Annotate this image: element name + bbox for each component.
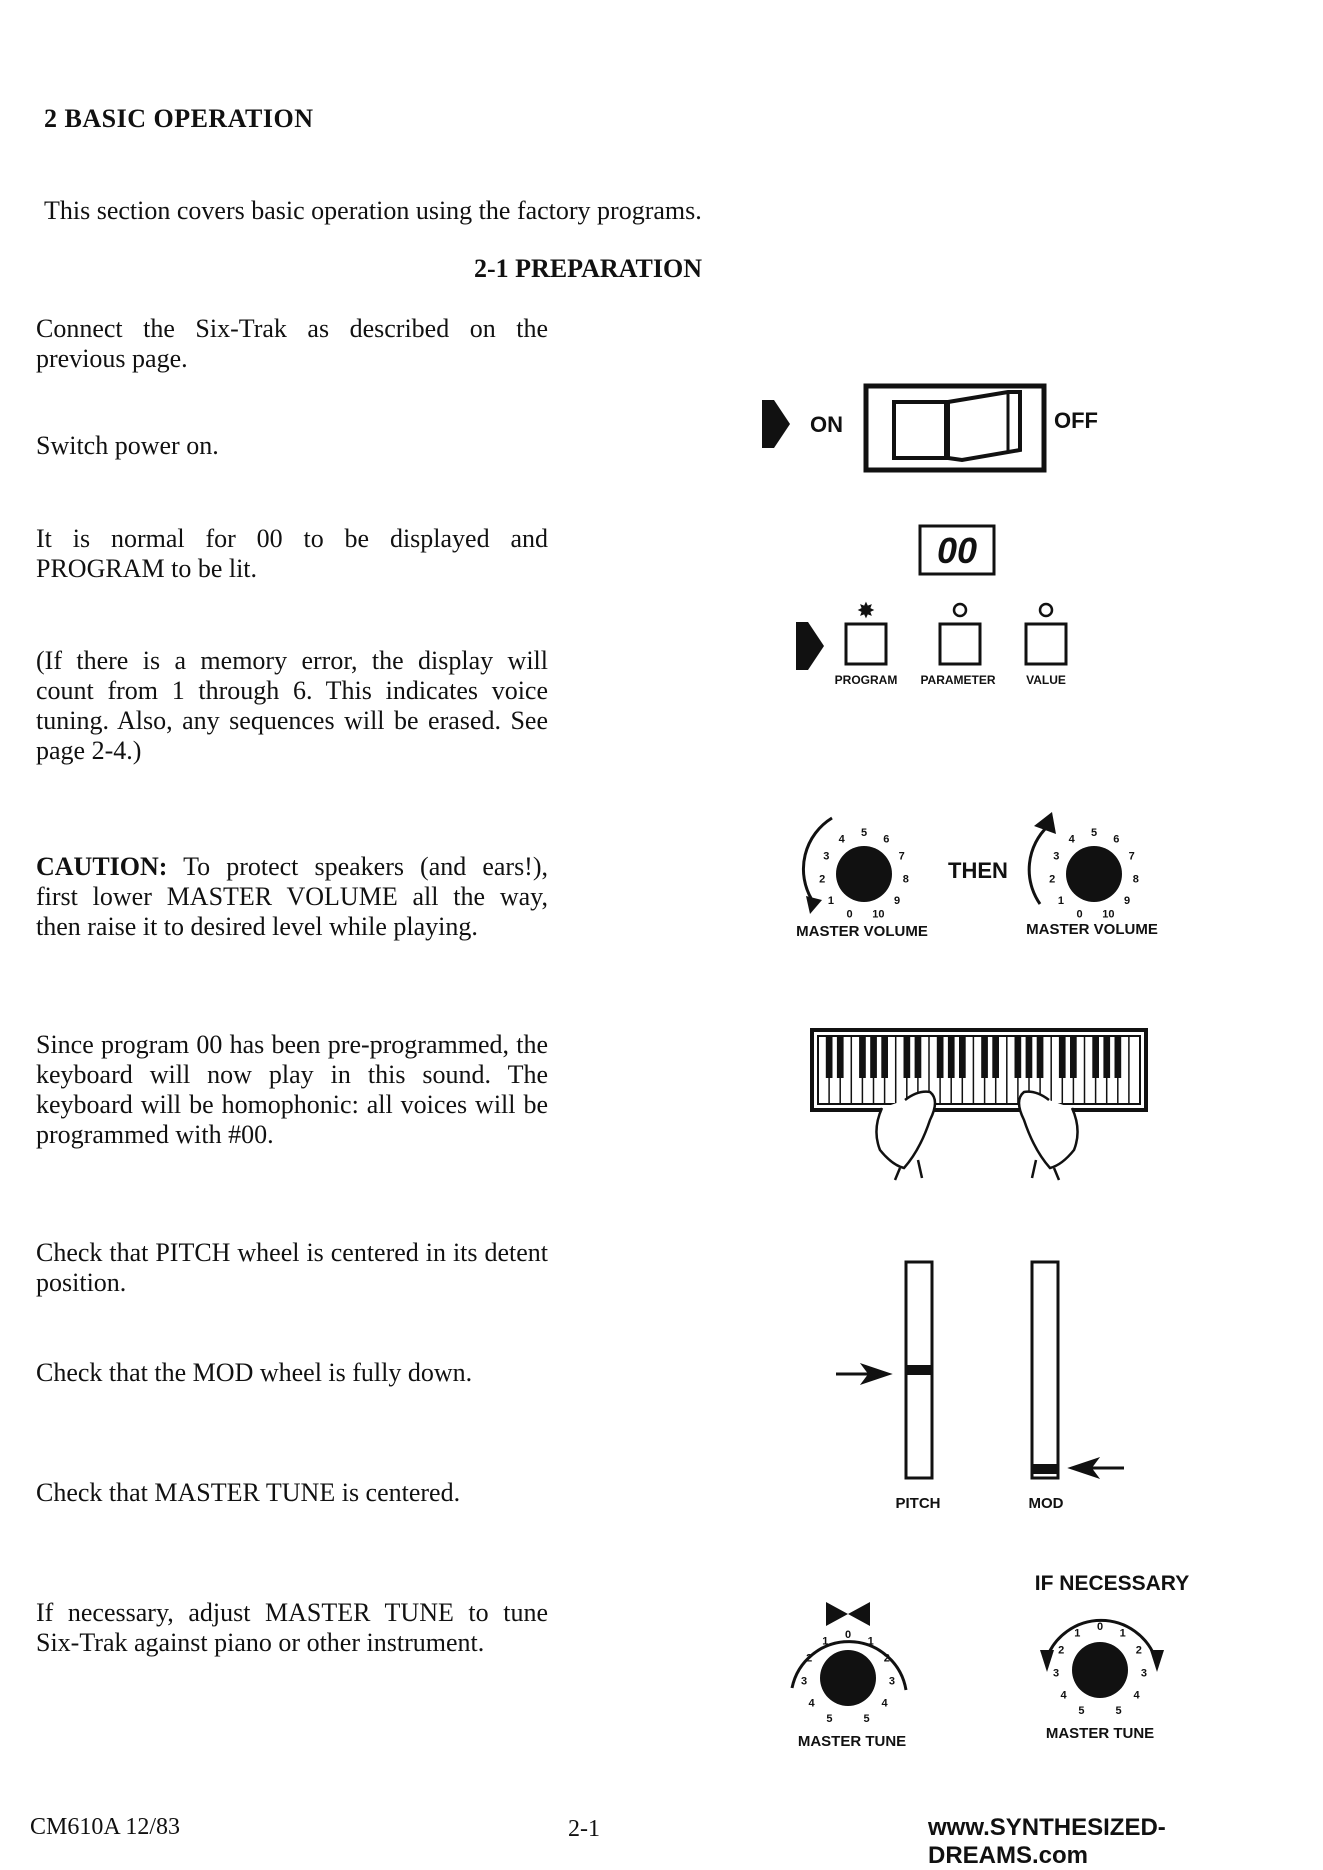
knob-tick-label: 9 [894, 894, 901, 907]
knob-tick-label: 8 [1132, 873, 1139, 886]
pointer-arrow-icon [762, 400, 790, 448]
subsection-title: 2-1 PREPARATION [474, 254, 702, 283]
pitch-wheel-marker [906, 1365, 932, 1375]
black-key [826, 1036, 833, 1078]
button-label-program: PROGRAM [834, 673, 898, 687]
power-switch-figure [762, 386, 1098, 470]
arrow-down-icon [806, 896, 822, 914]
off-label: OFF [1054, 408, 1098, 433]
black-key [981, 1036, 988, 1078]
volume-label: MASTER VOLUME [1026, 921, 1158, 938]
step-pitch-wheel: Check that PITCH wheel is centered in its detent position. [36, 1238, 548, 1297]
step-display: It is normal for 00 to be displayed and PROGRAM to be lit. [36, 524, 548, 583]
knob-tick-label: 5 [826, 1712, 833, 1725]
black-key [937, 1036, 944, 1078]
knob-tick-label: 9 [1124, 894, 1131, 907]
knob-tick-label: 4 [881, 1697, 888, 1710]
keyboard-figure [812, 1030, 1146, 1180]
button-label-value: VALUE [1026, 673, 1066, 687]
knob-tick-label: 1 [1057, 894, 1064, 907]
black-key [1026, 1036, 1033, 1078]
knob-tick-label: 1 [1074, 1627, 1081, 1640]
knob-tick-label: 4 [838, 833, 845, 846]
knob-tick-label: 3 [1140, 1667, 1147, 1680]
unlit-led-icon [954, 604, 966, 616]
knob [1066, 846, 1122, 902]
tune-label: MASTER TUNE [1045, 1725, 1155, 1742]
black-key [948, 1036, 955, 1078]
knob-tick-label: 1 [827, 894, 834, 907]
black-key [904, 1036, 911, 1078]
buttons-figure [796, 598, 1066, 687]
doc-code: CM610A 12/83 [30, 1814, 181, 1840]
arrow-down-icon [1150, 1650, 1164, 1672]
step-power: Switch power on. [36, 431, 219, 460]
black-key [1115, 1036, 1122, 1078]
knob-tick-label: 2 [819, 873, 826, 886]
knob-tick-label: 1 [822, 1635, 829, 1648]
knob-tick-label: 8 [902, 873, 909, 886]
knob-tick-label: 0 [1076, 908, 1083, 921]
parameter-button [940, 624, 980, 664]
knob-tick-label: 7 [1128, 850, 1135, 863]
pointer-arrow-icon [1072, 1460, 1124, 1476]
value-button [1026, 624, 1066, 664]
page-number: 2-1 [568, 1816, 600, 1842]
knob-tick-label: 5 [863, 1712, 870, 1725]
step-memory-error: (If there is a memory error, the display will count from 1 through 6. This indicates voice tuning. Also, any sequences will be erased. See page 2-4.) [36, 646, 548, 765]
if-necessary-label: IF NECESSARY [1034, 1572, 1190, 1595]
knob-tick-label: 3 [1053, 850, 1060, 863]
switch-left-pad [894, 402, 946, 458]
pointer-arrow-icon [796, 622, 824, 670]
step-master-tune: Check that MASTER TUNE is centered. [36, 1478, 461, 1507]
black-key [1059, 1036, 1066, 1078]
master-volume-knob-high [1026, 812, 1158, 938]
knob [1072, 1642, 1128, 1698]
master-tune-knob-centered [792, 1602, 906, 1750]
mod-wheel-figure [1029, 1262, 1125, 1512]
black-key [1103, 1036, 1110, 1078]
volume-label: MASTER VOLUME [796, 923, 928, 940]
knob-tick-label: 2 [1058, 1644, 1065, 1657]
caution-label: CAUTION: [36, 852, 168, 881]
knob-tick-label: 2 [883, 1652, 890, 1665]
program-button [846, 624, 886, 664]
knob-tick-label: 6 [883, 833, 890, 846]
black-key [915, 1036, 922, 1078]
step-connect: Connect the Six-Trak as described on the previous page. [36, 314, 548, 373]
knob [836, 846, 892, 902]
mod-label: MOD [1028, 1495, 1064, 1512]
knob-tick-label: 10 [1102, 908, 1115, 921]
knob-tick-label: 1 [867, 1635, 874, 1648]
website-url: www.SYNTHESIZED-DREAMS.com [928, 1814, 1166, 1869]
knob-tick-label: 10 [872, 908, 885, 921]
knob-tick-label: 0 [844, 1629, 852, 1641]
knob-tick-label: 0 [846, 908, 853, 921]
unlit-led-icon [1040, 604, 1052, 616]
knob-tick-label: 5 [860, 827, 868, 839]
step-program00: Since program 00 has been pre-programmed, the keyboard will now play in this sound. The keyboard will be homophonic: all voices will be programmed with #00. [36, 1030, 548, 1149]
then-label: THEN [948, 858, 1008, 883]
knob-tick-label: 1 [1119, 1627, 1126, 1640]
black-key [1015, 1036, 1022, 1078]
knob-tick-label: 5 [1078, 1704, 1085, 1717]
knob-tick-label: 6 [1113, 833, 1120, 846]
knob-tick-label: 3 [823, 850, 830, 863]
caution-text: To protect speakers (and ears!), first lower MASTER VOLUME all the way, then raise it to desired level while playing. [36, 852, 549, 941]
tune-label: MASTER TUNE [797, 1733, 907, 1750]
pitch-wheel-figure [836, 1262, 941, 1512]
knob [820, 1650, 876, 1706]
black-key [837, 1036, 844, 1078]
step-adjust-tune: If necessary, adjust MASTER TUNE to tune Six-Trak against piano or other instrument. [36, 1598, 548, 1657]
black-key [870, 1036, 877, 1078]
black-key [1070, 1036, 1077, 1078]
knob-tick-label: 2 [806, 1652, 813, 1665]
knob-tick-label: 4 [808, 1697, 815, 1710]
knob-tick-label: 4 [1133, 1689, 1140, 1702]
master-tune-knob-adjust [1040, 1620, 1164, 1742]
display-value: 00 [936, 530, 978, 571]
black-key [881, 1036, 888, 1078]
on-label: ON [810, 412, 843, 437]
section-title: 2 BASIC OPERATION [44, 104, 314, 133]
master-volume-knob-low [796, 818, 928, 940]
knob-tick-label: 7 [898, 850, 905, 863]
knob-tick-label: 3 [1053, 1667, 1060, 1680]
pitch-label: PITCH [895, 1495, 941, 1512]
lit-led-icon: ✸ [856, 598, 876, 623]
knob-tick-label: 3 [801, 1675, 808, 1688]
mod-wheel [1032, 1262, 1058, 1478]
black-key [1037, 1036, 1044, 1078]
knob-tick-label: 0 [1096, 1621, 1104, 1633]
section-intro: This section covers basic operation using the factory programs. [44, 196, 702, 225]
knob-tick-label: 4 [1060, 1689, 1067, 1702]
knob-tick-label: 5 [1090, 827, 1098, 839]
step-mod-wheel: Check that the MOD wheel is fully down. [36, 1358, 473, 1387]
knob-tick-label: 2 [1049, 873, 1056, 886]
center-arrows-icon [826, 1602, 870, 1626]
knob-tick-label: 5 [1115, 1704, 1122, 1717]
button-label-parameter: PARAMETER [920, 673, 996, 687]
knob-tick-label: 2 [1135, 1644, 1142, 1657]
black-key [1092, 1036, 1099, 1078]
black-key [992, 1036, 999, 1078]
knob-tick-label: 4 [1068, 833, 1075, 846]
black-key [859, 1036, 866, 1078]
black-key [959, 1036, 966, 1078]
knob-tick-label: 3 [888, 1675, 895, 1688]
display-figure [920, 526, 994, 574]
pointer-arrow-icon [836, 1366, 888, 1382]
arrow-down-icon [1040, 1650, 1054, 1672]
mod-wheel-marker [1032, 1464, 1058, 1474]
